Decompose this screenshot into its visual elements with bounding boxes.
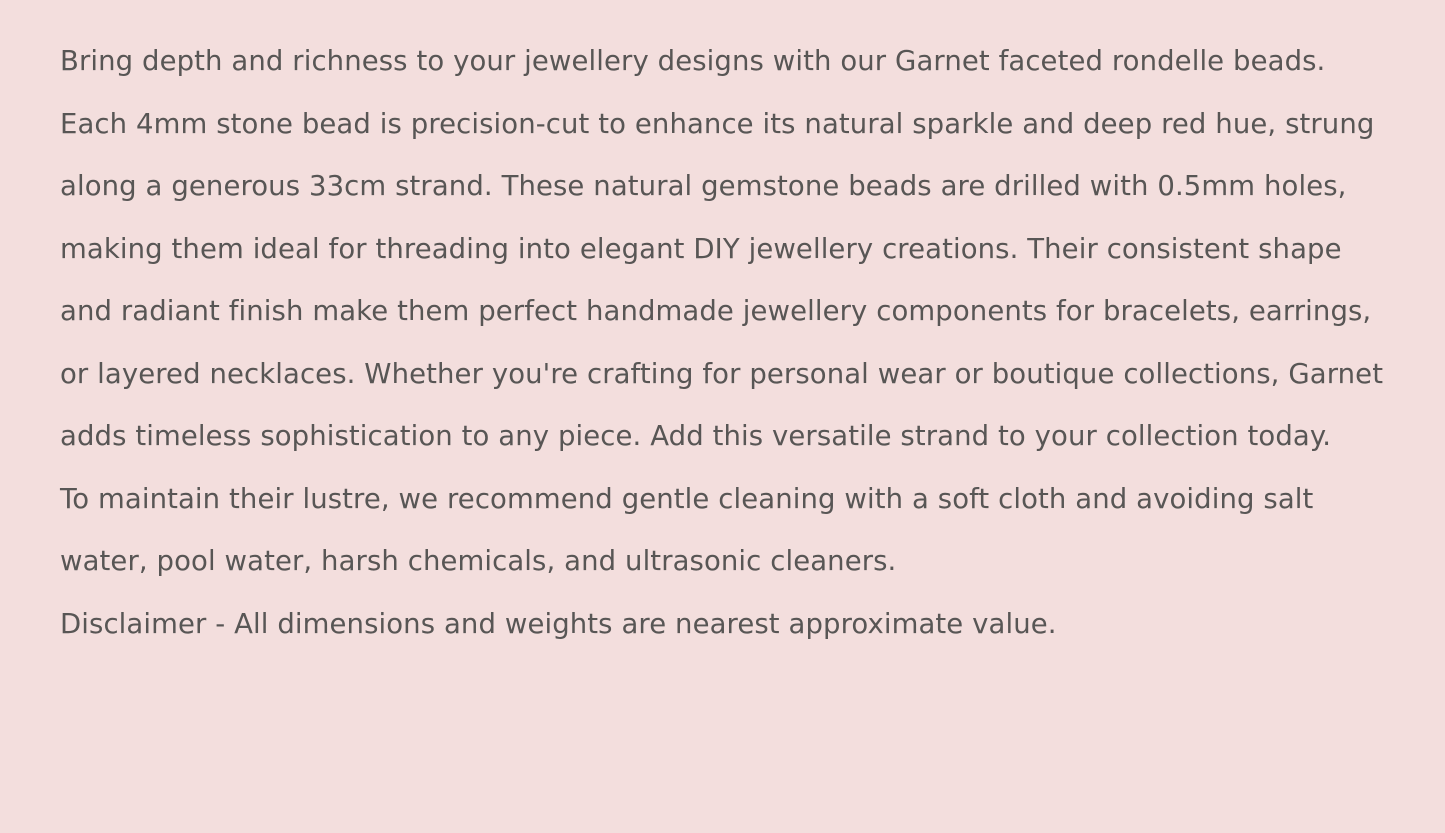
paragraph-description: Bring depth and richness to your jewellery designs with our Garnet faceted rondelle beads. Each 4mm stone bead is precision-cut to enhance its natural sparkle and deep red hue, strung along a generous 33cm strand. These natural gemstone beads are drilled with 0.5mm holes, making them ideal for threading into elegant DIY jewellery creations. Their consistent shape and radiant finish make them perfect handmade jewellery components for bracelets, earrings, or layered necklaces. Whether you're crafting for personal wear or boutique collections, Garnet adds timeless sophistication to any piece. Add this versatile strand to your collection today.	[60, 45, 1384, 452]
description-body	[60, 30, 1385, 655]
paragraph-care-instructions: To maintain their lustre, we recommend gentle cleaning with a soft cloth and avoiding salt water, pool water, harsh chemicals, and ultrasonic cleaners.	[60, 482, 1314, 577]
paragraph-disclaimer: Disclaimer - All dimensions and weights are nearest approximate value.	[60, 607, 1057, 640]
